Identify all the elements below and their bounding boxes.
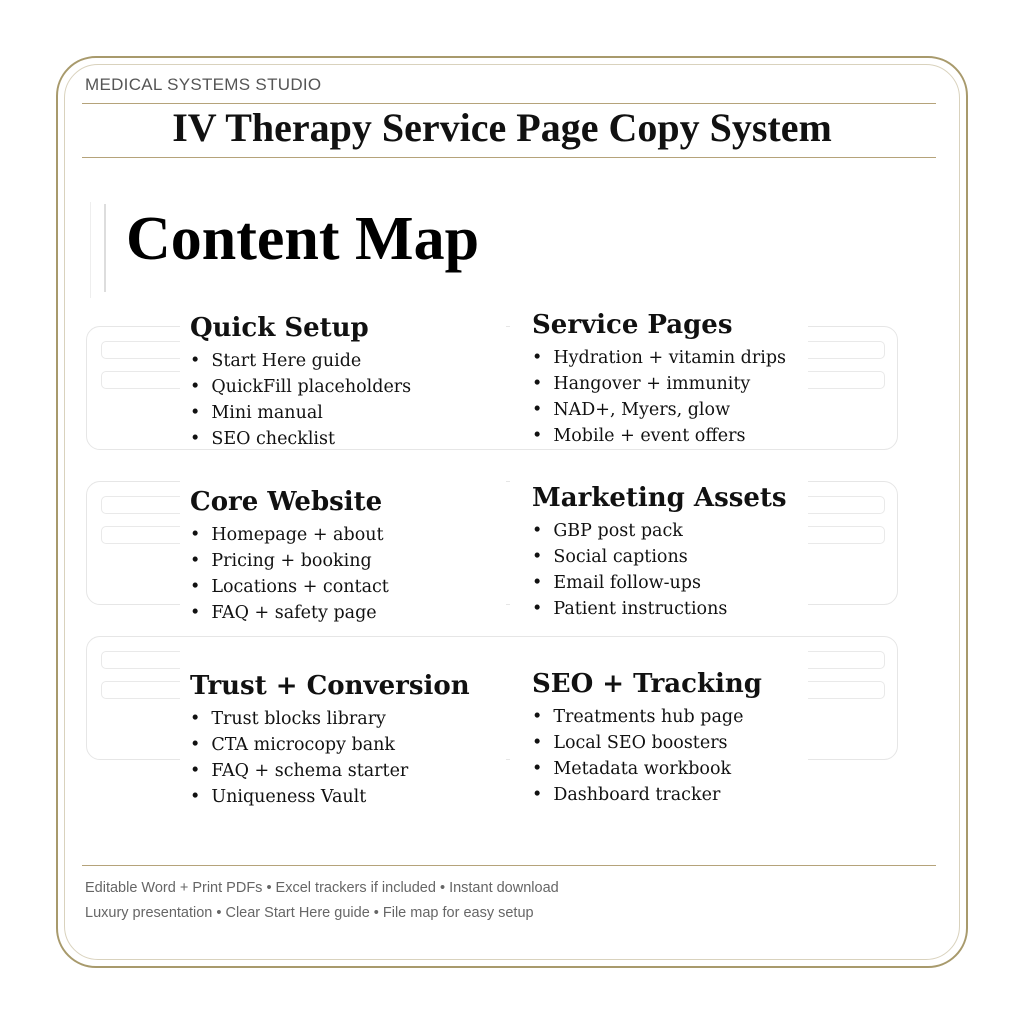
list-item: • Trust blocks library xyxy=(190,706,506,732)
list-item: • Hydration + vitamin drips xyxy=(532,345,808,371)
section-list xyxy=(190,522,506,626)
section-card-trust-conversion xyxy=(180,648,506,814)
section-title: Quick Setup xyxy=(190,313,369,343)
section-list xyxy=(190,706,506,810)
list-item: • NAD+, Myers, glow xyxy=(532,397,808,423)
list-item: • Metadata workbook xyxy=(532,756,808,782)
list-item: • Dashboard tracker xyxy=(532,782,808,808)
footer-line-2: Luxury presentation • Clear Start Here guide • File map for easy setup xyxy=(85,905,534,921)
list-item: • Email follow-ups xyxy=(532,570,808,596)
list-item: • Pricing + booking xyxy=(190,548,506,574)
list-item: • Treatments hub page xyxy=(532,704,808,730)
section-card-seo-tracking xyxy=(510,646,808,812)
section-list xyxy=(532,345,808,449)
list-item: • Homepage + about xyxy=(190,522,506,548)
section-card-quick-setup xyxy=(180,308,506,449)
section-card-service-pages xyxy=(510,305,808,446)
content-map-heading: Content Map xyxy=(126,205,480,273)
heading-tick xyxy=(90,202,91,298)
list-item: • Mini manual xyxy=(190,400,506,426)
heading-accent-bar xyxy=(104,204,106,292)
list-item: • FAQ + schema starter xyxy=(190,758,506,784)
section-list xyxy=(532,704,808,808)
footer-rule xyxy=(82,865,936,866)
section-title: Marketing Assets xyxy=(532,483,787,513)
list-item: • Hangover + immunity xyxy=(532,371,808,397)
list-item: • Patient instructions xyxy=(532,596,808,622)
list-item: • Start Here guide xyxy=(190,348,506,374)
list-item: • QuickFill placeholders xyxy=(190,374,506,400)
list-item: • SEO checklist xyxy=(190,426,506,452)
list-item: • Uniqueness Vault xyxy=(190,784,506,810)
footer-line-1: Editable Word + Print PDFs • Excel trackers if included • Instant download xyxy=(85,880,559,896)
header-bottom-rule xyxy=(82,157,936,158)
page-title: IV Therapy Service Page Copy System xyxy=(172,105,832,150)
section-card-marketing-assets xyxy=(510,470,808,619)
section-title: SEO + Tracking xyxy=(532,669,762,699)
brand-label: MEDICAL SYSTEMS STUDIO xyxy=(85,75,322,94)
list-item: • Mobile + event offers xyxy=(532,423,808,449)
list-item: • Locations + contact xyxy=(190,574,506,600)
list-item: • Social captions xyxy=(532,544,808,570)
section-list xyxy=(532,518,808,622)
section-title: Trust + Conversion xyxy=(190,671,470,701)
section-list xyxy=(190,348,506,452)
list-item: • Local SEO boosters xyxy=(532,730,808,756)
list-item: • CTA microcopy bank xyxy=(190,732,506,758)
list-item: • FAQ + safety page xyxy=(190,600,506,626)
section-title: Core Website xyxy=(190,487,383,517)
section-title: Service Pages xyxy=(532,310,733,340)
section-card-core-website xyxy=(180,472,506,632)
list-item: • GBP post pack xyxy=(532,518,808,544)
